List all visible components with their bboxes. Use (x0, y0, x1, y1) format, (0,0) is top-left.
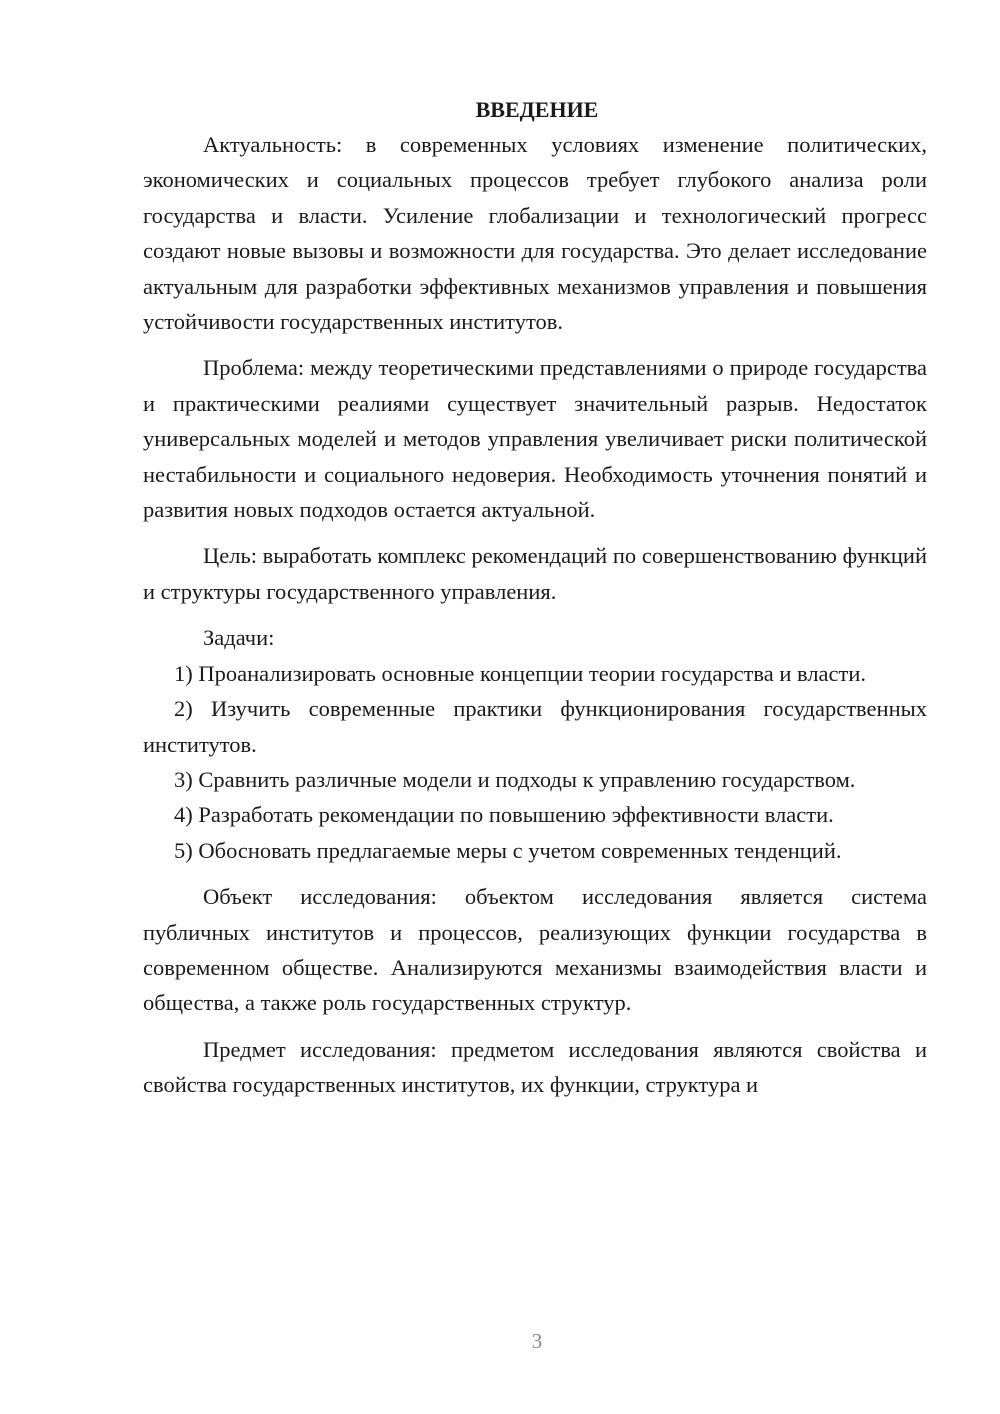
relevance-paragraph: Актуальность: в современных условиях изменение политических, экономических и социальных процессов требует глубокого анализа роли государства и власти. Усиление глобализации и технологический прогресс создают новые вызовы и возможности для государства. Это делает исследование актуальным для разработки эффективных механизмов управления и повышения устойчивости государственных институтов. (143, 132, 927, 335)
section-heading: ВВЕДЕНИЕ (475, 97, 599, 122)
task-item: 2) Изучить современные практики функционирования государственных институтов. (143, 696, 927, 757)
task-item: 1) Проанализировать основные концепции теории государства и власти. (174, 660, 867, 686)
task-item: 5) Обосновать предлагаемые меры с учетом современных тенденций. (174, 837, 842, 863)
object-paragraph: Объект исследования: объектом исследования является система публичных институтов и процессов, реализующих функции государства в современном обществе. Анализируются механизмы взаимодействия власти и общества, а также роль государственных структур. (143, 884, 927, 1016)
goal-paragraph: Цель: выработать комплекс рекомендаций по совершенствованию функций и структуры государственного управления. (143, 543, 927, 604)
page-content (143, 92, 927, 1103)
problem-paragraph: Проблема: между теоретическими представлениями о природе государства и практическими реалиями существует значительный разрыв. Недостаток универсальных моделей и методов управления увеличивает риски политической нестабильности и социального недоверия. Необходимость уточнения понятий и развития новых подходов остается актуальной. (143, 355, 927, 523)
task-item: 3) Сравнить различные модели и подходы к управлению государством. (174, 766, 856, 792)
task-item: 4) Разработать рекомендации по повышению эффективности власти. (174, 802, 834, 828)
tasks-heading: Задачи: (203, 625, 275, 651)
subject-paragraph: Предмет исследования: предметом исследования являются свойства и свойства государственных институтов, их функции, структура и (143, 1036, 927, 1098)
page-number: 3 (531, 1329, 543, 1353)
